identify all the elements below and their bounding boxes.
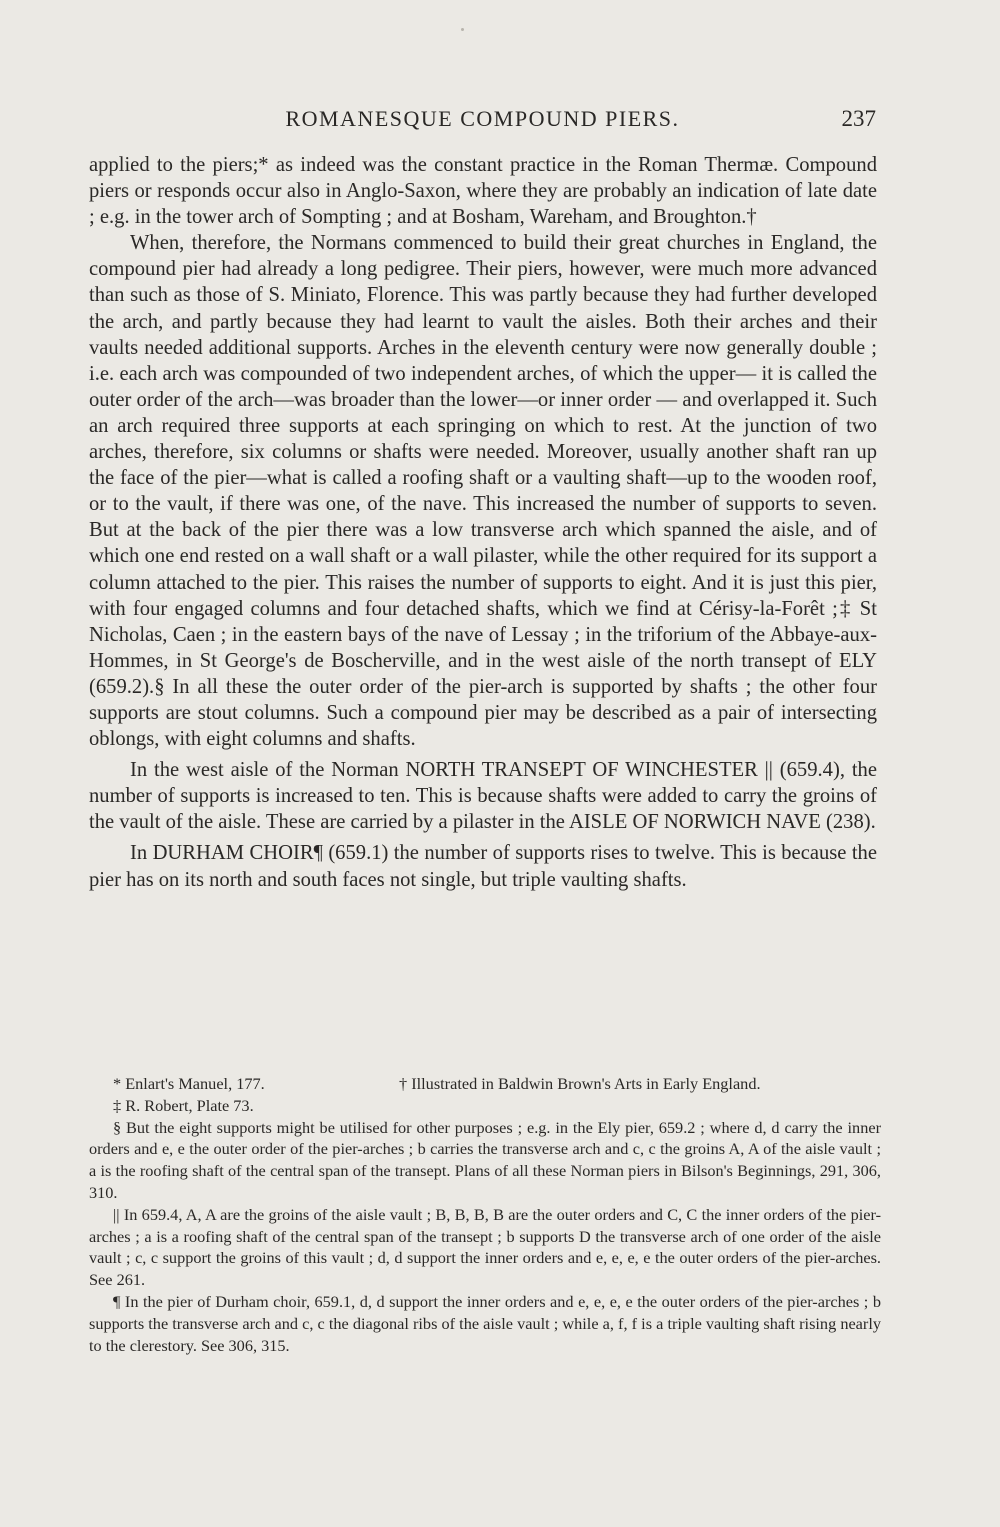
- footnote-star: * Enlart's Manuel, 177.: [113, 1074, 265, 1093]
- footnote-section: § But the eight supports might be utilised for other purposes ; e.g. in the Ely pier, 659.2 ; where d, d carry the inner orders and e, e the outer order of the pier-arches ; b carries the transverse arch and c, c the groins A, A of the aisle vault ; a is the roofing shaft of the central span of the transept. Plans of all these Norman piers in Bilson's Beginnings, 291, 306, 310.: [89, 1117, 881, 1202]
- paragraph-2: When, therefore, the Normans commenced to build their great churches in England, the compound pier had already a long pedigree. Their piers, however, were much more advanced than such as those of S. Miniato, Florence. This was partly because they had further developed the arch, and partly because they had learnt to vault the aisles. Both their arches and their vaults needed additional supports. Arches in the eleventh century were now generally double ; i.e. each arch was compounded of two independent arches, of which the upper— it is called the outer order of the arch—was broader than the lower—or inner order — and overlapped it. Such an arch required three supports at each springing on which to rest. At the junction of two arches, therefore, six columns or shafts were needed. Moreover, usually another shaft ran up the face of the pier—what is called a roofing shaft or a vaulting shaft—up to the wooden roof, or to the vault, if there was one, of the nave. This increased the number of supports to seven. But at the back of the pier there was a low transverse arch which spanned the aisle, and of which one end rested on a wall shaft or a wall pilaster, while the other required for its support a column attached to the pier. This raises the number of supports to eight. And it is just this pier, with four engaged columns and four detached shafts, which we find at Cérisy-la-Forêt ;‡ St Nicholas, Caen ; in the eastern bays of the nave of Lessay ; in the triforium of the Abbaye-aux-Hommes, in St George's de Boscherville, and in the west aisle of the north transept of ELY (659.2).§ In all these the outer order of the pier-arch is supported by shafts ; the other four supports are stout columns. Such a compound pier may be described as a pair of intersecting oblongs, with eight columns and shafts.: [89, 232, 877, 751]
- footnote-parallel: || In 659.4, A, A are the groins of the aisle vault ; B, B, B, B are the outer orders and C, C the inner orders of the pier-arches ; a is a roofing shaft of the central span of the transept ; b supports D the transverse arch of one order of the aisle vault ; c, c support the groins of this vault ; d, d support the inner orders and e, e, e, e the outer orders of the pier-arches. See 261.: [89, 1204, 881, 1290]
- paragraph-1: applied to the piers;* as indeed was the constant practice in the Roman Thermæ. Compound piers or responds occur also in Anglo-Saxon, where they are probably an indication of late date ; e.g. in the tower arch of Sompting ; and at Bosham, Wareham, and Broughton.†: [89, 154, 877, 229]
- running-head: [89, 106, 876, 136]
- footnote-dagger: † Illustrated in Baldwin Brown's Arts in Early England.: [399, 1074, 761, 1093]
- paragraph-4: In DURHAM CHOIR¶ (659.1) the number of supports rises to twelve. This is because the pier has on its north and south faces not single, but triple vaulting shafts.: [89, 842, 877, 891]
- page-number: 237: [841, 106, 876, 131]
- paragraph-3: In the west aisle of the Norman NORTH TRANSEPT OF WINCHESTER || (659.4), the number of supports is increased to ten. This is because shafts were added to carry the groins of the vault of the aisle. These are carried by a pilaster in the AISLE OF NORWICH NAVE (238).: [89, 759, 877, 834]
- body-text: [89, 152, 877, 893]
- footnote-pilcrow: ¶ In the pier of Durham choir, 659.1, d, d support the inner orders and e, e, e, e the outer orders of the pier-arches ; b supports the transverse arch and c, c the diagonal ribs of the aisle vault ; while a, f, f is a triple vaulting shaft rising nearly to the clerestory. See 306, 315.: [89, 1291, 881, 1355]
- footnote-row-first: [89, 1073, 881, 1095]
- footnotes: [89, 1073, 881, 1356]
- paper-speck: [461, 28, 464, 31]
- running-title: ROMANESQUE COMPOUND PIERS.: [285, 106, 680, 131]
- footnote-double-dagger: ‡ R. Robert, Plate 73.: [113, 1095, 254, 1115]
